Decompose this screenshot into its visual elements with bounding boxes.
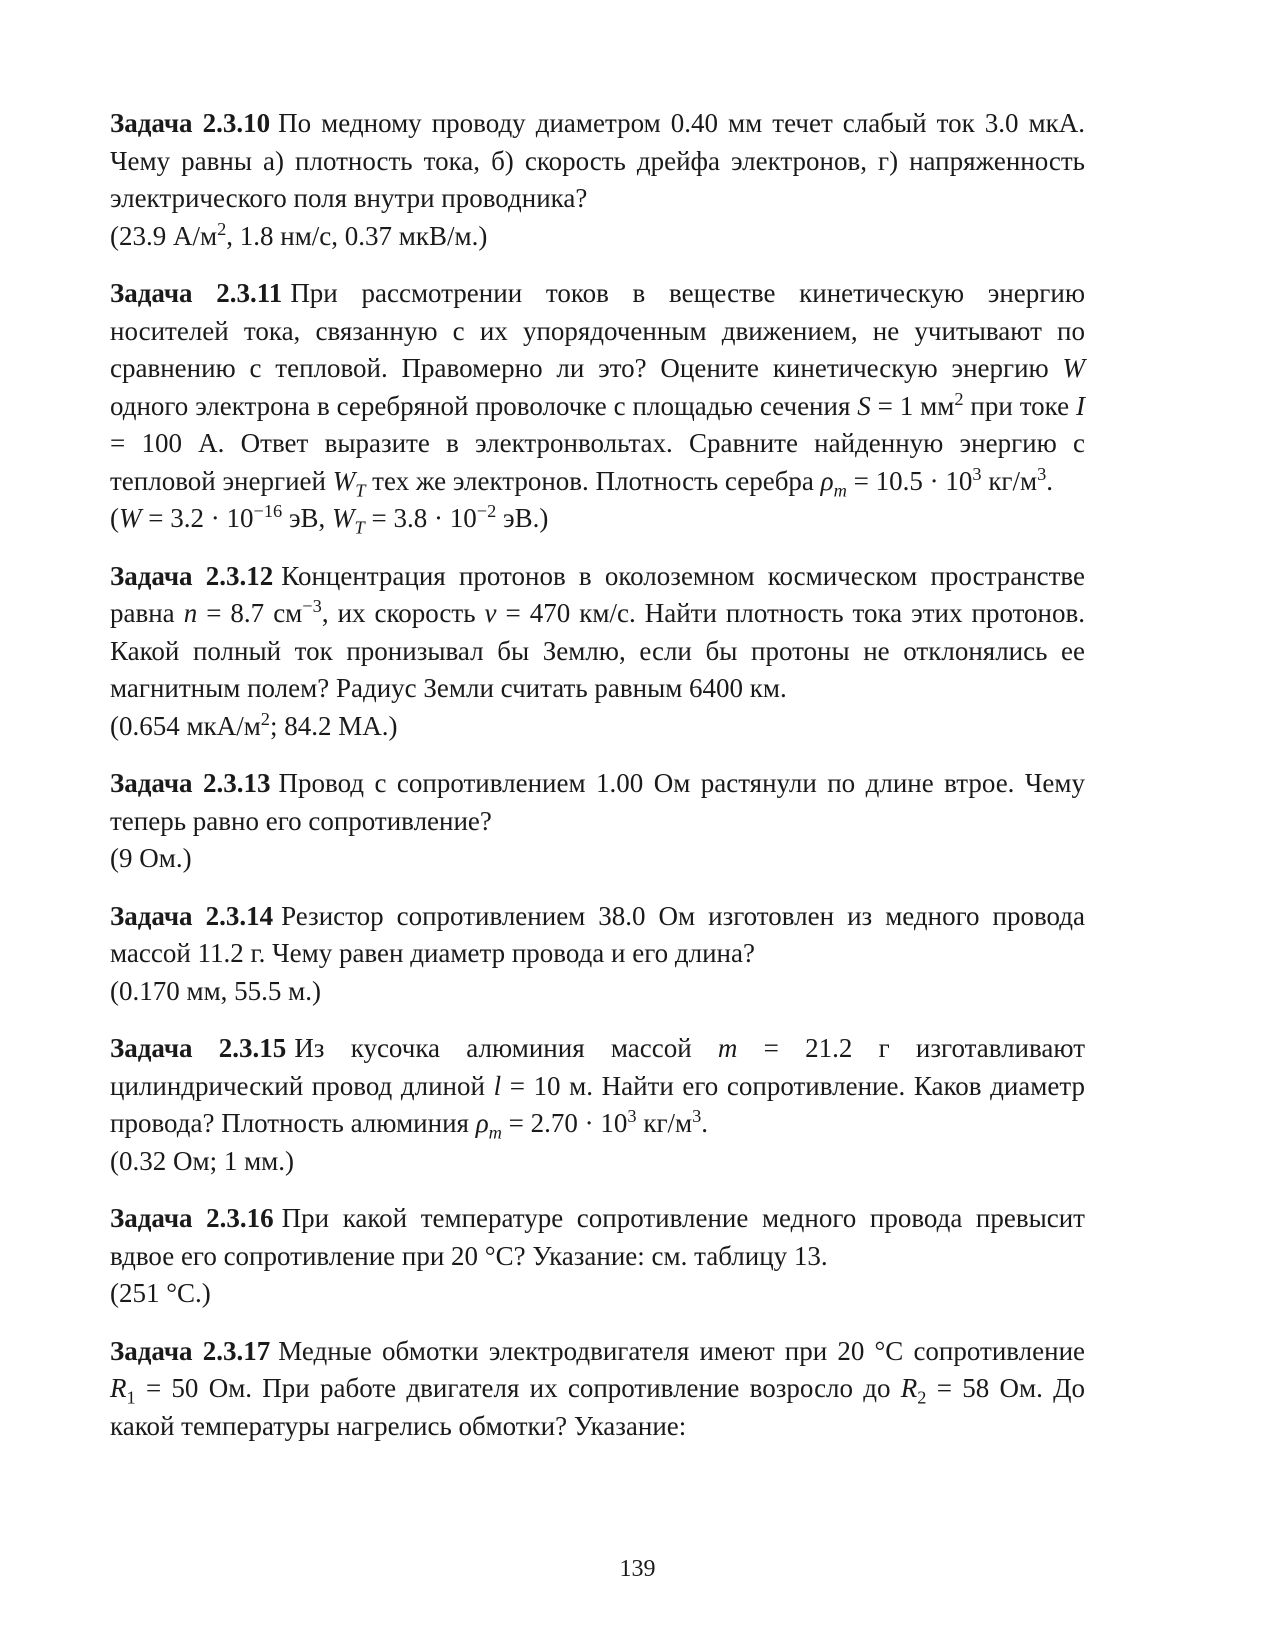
answer-text: ; 84.2 МА.) — [269, 710, 398, 741]
problem-2-3-16 — [110, 1200, 1085, 1313]
problem-answer: (0.32 Ом; 1 мм.) — [110, 1145, 294, 1176]
superscript: 3 — [1037, 463, 1047, 484]
problem-answer: (9 Ом.) — [110, 843, 192, 873]
problem-2-3-12 — [110, 558, 1085, 746]
problem-heading: Задача 2.3.15 — [110, 1033, 287, 1063]
problem-text: По медному проводу диаметром 0.40 мм течет слабый ток 3.0 мкА. Чему равны а) плотность тока, б) скорость дрейфа электронов, г) напряженность электрического поля внутри проводника? — [110, 108, 1086, 213]
math-var: S — [857, 390, 871, 421]
problem-text: = 100 А. Ответ выразите в электронвольтах. Сравните найденную энергию с тепловой энергией — [110, 428, 1085, 496]
superscript: −3 — [302, 596, 322, 616]
math-var: R — [900, 1373, 918, 1403]
problem-2-3-15 — [110, 1030, 1085, 1180]
answer-superscript: −16 — [253, 501, 283, 521]
problem-text: = 21.2 г изготавливают цилиндрический провод длиной — [110, 1033, 1086, 1101]
problem-text: = 58 Ом. До какой температуры нагрелись обмотки? Указание: — [110, 1373, 1086, 1441]
math-var: v — [484, 598, 497, 628]
answer-superscript: 2 — [217, 218, 227, 239]
subscript: 2 — [917, 1387, 927, 1408]
problem-text: = 2.70 · 10 — [501, 1108, 628, 1138]
subscript: 1 — [126, 1387, 136, 1408]
superscript: 3 — [692, 1106, 702, 1126]
math-var: W — [332, 465, 356, 496]
problem-text: Резистор сопротивлением 38.0 Ом изготовлен из медного провода массой 11.2 г. Чему равен диаметр провода и его длина? — [110, 900, 1085, 968]
problem-heading: Задача 2.3.10 — [110, 108, 271, 138]
math-var: n — [183, 598, 198, 628]
answer-text: (0.654 мкА/м — [110, 710, 261, 741]
problem-2-3-14 — [110, 898, 1085, 1011]
problem-text: . — [701, 1108, 709, 1138]
math-var: W — [1062, 353, 1085, 383]
problem-text: одного электрона в серебряной проволочке с площадью сечения — [110, 390, 858, 421]
problem-2-3-13 — [110, 765, 1085, 878]
math-var: l — [493, 1070, 502, 1101]
problem-text: = 1 мм — [870, 390, 955, 421]
problem-heading: Задача 2.3.13 — [110, 768, 271, 798]
problem-heading: Задача 2.3.11 — [110, 278, 283, 308]
problem-2-3-10 — [110, 105, 1085, 255]
problem-text: тех же электронов. Плотность серебра — [365, 465, 821, 496]
problem-text: кг/м — [981, 465, 1038, 496]
math-var: ρ — [475, 1108, 489, 1138]
problem-heading: Задача 2.3.12 — [110, 560, 274, 591]
problem-text: = 470 км/с. Найти плотность тока этих протонов. Какой полный ток пронизывал бы Землю, если бы протоны не отклонялись ее магнитным полем? Радиус Земли считать равным 6400 км. — [110, 598, 1086, 703]
problem-answer — [110, 708, 1085, 746]
math-var: W — [119, 503, 142, 533]
problem-text: . — [1046, 465, 1054, 496]
math-var: m — [717, 1033, 738, 1063]
problem-text: Из кусочка алюминия массой — [294, 1033, 718, 1063]
problem-text: При какой температуре сопротивление медного провода превысит вдвое его сопротивление при 20 °C? Указание: см. таблицу 13. — [110, 1203, 1085, 1271]
problem-heading: Задача 2.3.17 — [110, 1335, 271, 1366]
problem-text: кг/м — [636, 1108, 693, 1138]
page-number: 139 — [619, 1556, 656, 1582]
problem-answer: (251 °C.) — [110, 1278, 211, 1308]
problem-2-3-17 — [110, 1333, 1085, 1446]
problem-text: = 50 Ом. При работе двигателя их сопротивление возросло до — [135, 1373, 901, 1403]
problem-text: , их скорость — [321, 598, 485, 628]
problem-heading: Задача 2.3.16 — [110, 1203, 274, 1233]
problem-heading: Задача 2.3.14 — [110, 900, 274, 931]
subscript: m — [488, 1122, 502, 1143]
math-var: W — [332, 503, 355, 533]
problem-text: = 10.5 · 10 — [846, 465, 973, 496]
problem-2-3-11 — [110, 275, 1085, 538]
problem-text: Медные обмотки электродвигателя имеют при 20 °C сопротивление — [278, 1335, 1085, 1366]
answer-text: ( — [110, 503, 119, 533]
math-var: I — [1075, 390, 1085, 421]
superscript: 2 — [954, 388, 964, 409]
page-content — [110, 105, 1085, 1465]
superscript: 3 — [627, 1106, 637, 1126]
problem-answer: (0.170 мм, 55.5 м.) — [110, 975, 321, 1006]
answer-text: эВ.) — [496, 503, 549, 533]
problem-text: = 10 м. Найти его сопротивление. Каков диаметр провода? Плотность алюминия — [110, 1070, 1085, 1138]
answer-subscript: T — [354, 517, 365, 538]
subscript: m — [833, 479, 847, 500]
problem-text: Провод с сопротивлением 1.00 Ом растянули по длине втрое. Чему теперь равно его сопротивление? — [110, 768, 1085, 836]
answer-superscript: −2 — [476, 501, 497, 521]
problem-text: Концентрация протонов в околоземном космическом пространстве равна — [110, 560, 1085, 628]
answer-text: эВ, — [282, 503, 333, 533]
problem-text: при токе — [963, 390, 1076, 421]
superscript: 3 — [972, 463, 982, 484]
math-var: R — [110, 1373, 127, 1403]
problem-answer — [110, 218, 1085, 256]
answer-text: , 1.8 нм/с, 0.37 мкВ/м.) — [226, 220, 488, 251]
problem-text: = 8.7 см — [197, 598, 303, 628]
answer-text: (23.9 А/м — [110, 220, 218, 251]
subscript: T — [355, 479, 366, 500]
problem-text: При рассмотрении токов в веществе кинетическую энергию носителей тока, связанную с их упорядоченным движением, не учитывают по сравнению с тепловой. Правомерно ли это? Оцените кинетическую энергию — [110, 278, 1085, 383]
answer-superscript: 2 — [260, 708, 270, 729]
answer-text: = 3.8 · 10 — [364, 503, 477, 533]
answer-text: = 3.2 · 10 — [141, 503, 254, 533]
math-var: ρ — [820, 465, 834, 496]
problem-answer — [110, 500, 1085, 538]
